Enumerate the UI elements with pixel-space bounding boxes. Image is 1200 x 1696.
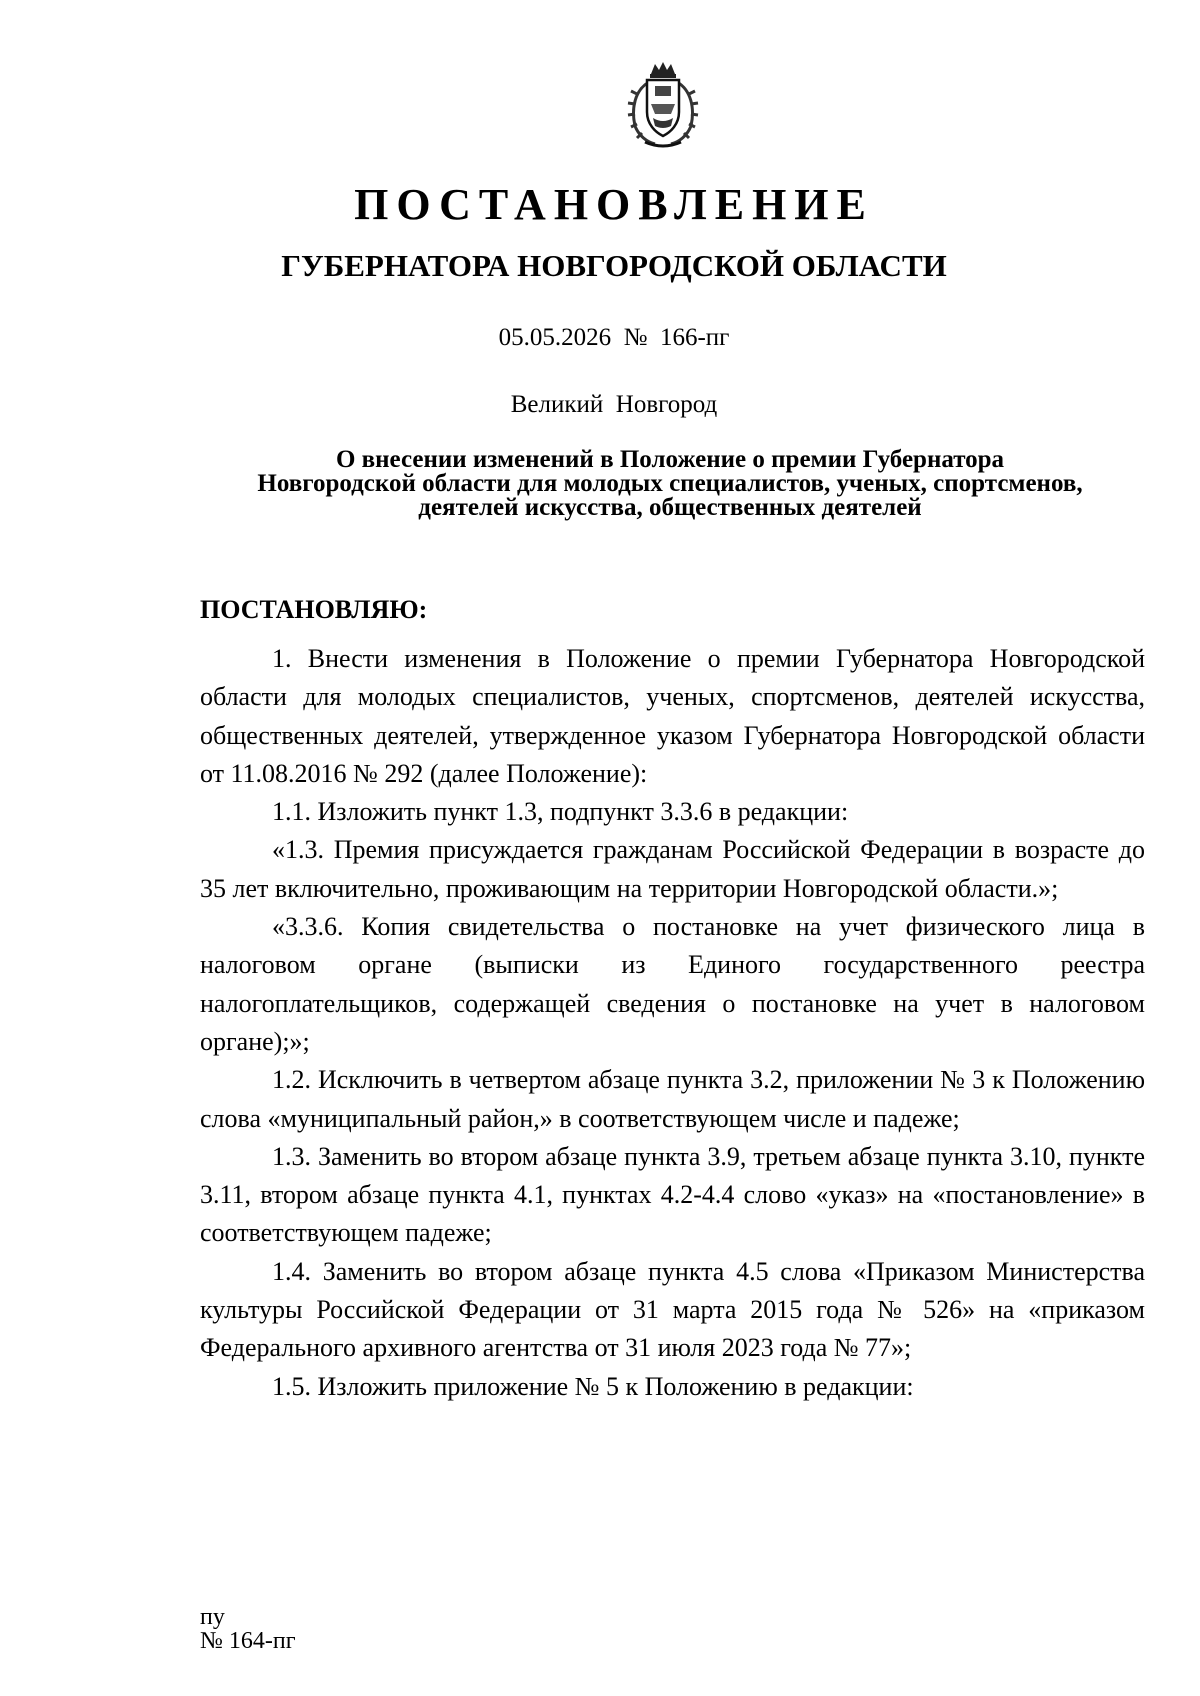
document-heading	[190, 448, 1150, 520]
heading-line: О внесении изменений в Положение о премии Губернатора	[335, 446, 1005, 473]
heading-line: деятелей искусства, общественных деятелей	[418, 494, 922, 521]
paragraph: 1. Внести изменения в Положение о премии Губернатора Новгородской области для молодых специалистов, ученых, спортсменов, деятелей искусства, общественных деятелей, утвержденное указом Губернатора Новгородской области от 11.08.2016 № 292 (далее Положение):	[200, 644, 1145, 788]
document-title: ПОСТАНОВЛЕНИЕ	[354, 180, 874, 229]
paragraph: 1.5. Изложить приложение № 5 к Положению в редакции:	[272, 1371, 914, 1401]
footer-initials: пу	[200, 1604, 225, 1630]
paragraph: 1.4. Заменить во втором абзаце пункта 4.5 слова «Приказом Министерства культуры Российской Федерации от 31 марта 2015 года № 526» на «приказом Федерального архивного агентства от 31 июля 2023 года № 77»;	[200, 1256, 1145, 1363]
resolve-label: ПОСТАНОВЛЯЮ:	[200, 595, 428, 624]
number-sign: №	[623, 324, 648, 351]
document-number: 166-пг	[659, 324, 730, 351]
document-subtitle: ГУБЕРНАТОРА НОВГОРОДСКОЙ ОБЛАСТИ	[281, 248, 947, 283]
paragraph: «3.3.6. Копия свидетельства о постановке на учет физического лица в налоговом органе (выписки из Единого государственного реестра налогоплательщиков, содержащей сведения о постановке на учет в налоговом органе);»;	[200, 912, 1145, 1056]
document-footer	[200, 1605, 296, 1653]
heading-line: Новгородской области для молодых специалистов, ученых, спортсменов,	[257, 470, 1083, 497]
paragraph: 1.1. Изложить пункт 1.3, подпункт 3.3.6 в редакции:	[272, 797, 849, 827]
novgorod-coat-of-arms-icon	[625, 60, 701, 150]
paragraph: «1.3. Премия присуждается гражданам Российской Федерации в возрасте до 35 лет включительно, проживающим на территории Новгородской области.»;	[200, 835, 1145, 903]
document-city: Великий Новгород	[510, 391, 718, 418]
paragraph: 1.3. Заменить во втором абзаце пункта 3.9, третьем абзаце пункта 3.10, пункте 3.11, втором абзаце пункта 4.1, пунктах 4.2-4.4 слово «указ» на «постановление» в соответствующем падеже;	[200, 1141, 1145, 1248]
document-date: 05.05.2026	[498, 324, 612, 351]
document-body	[200, 640, 1145, 1406]
footer-number: № 164-пг	[200, 1628, 296, 1654]
document-date-number	[0, 320, 1200, 356]
paragraph: 1.2. Исключить в четвертом абзаце пункта 3.2, приложении № 3 к Положению слова «муниципальный район,» в соответствующем числе и падеже;	[200, 1065, 1145, 1133]
